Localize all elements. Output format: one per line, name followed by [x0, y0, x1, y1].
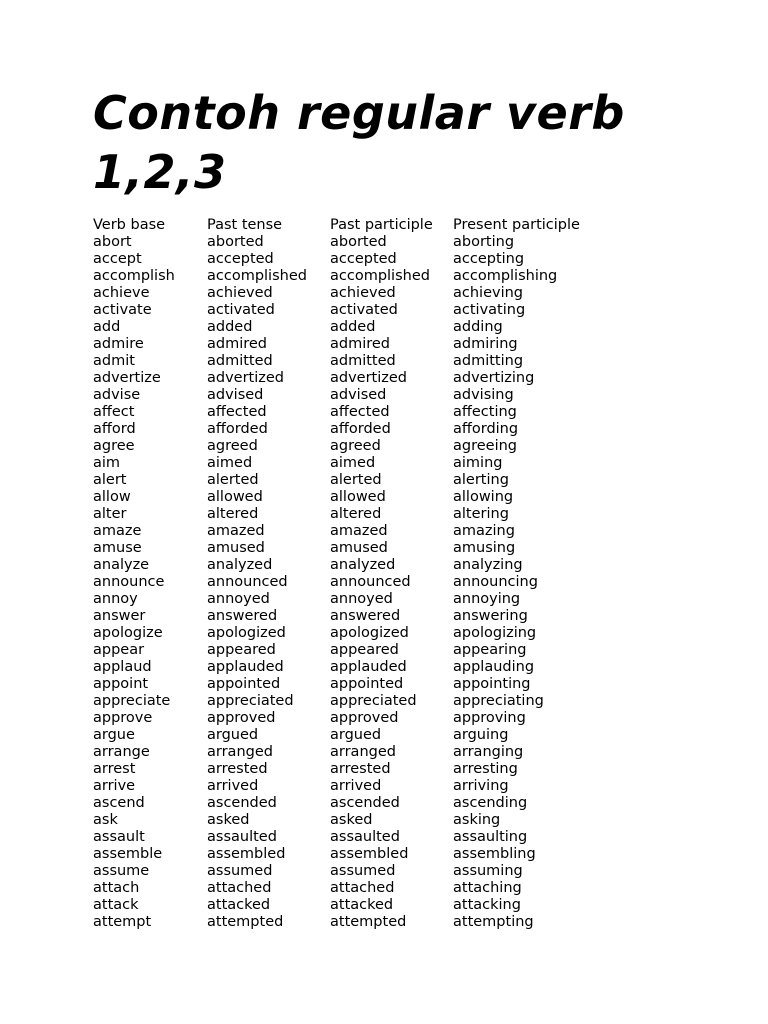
present-participle-cell: arriving [453, 778, 509, 794]
past-participle-cell: allowed [330, 489, 386, 505]
table-row [93, 608, 603, 625]
table-row [93, 268, 603, 285]
present-participle-cell: attaching [453, 880, 522, 896]
present-participle-cell: admiring [453, 336, 518, 352]
past-tense-cell: affected [207, 404, 267, 420]
table-row [93, 693, 603, 710]
table-row [93, 591, 603, 608]
verb-base-cell: afford [93, 421, 136, 437]
table-row [93, 795, 603, 812]
verb-base-cell: activate [93, 302, 152, 318]
past-tense-cell: amazed [207, 523, 265, 539]
verb-base-cell: alter [93, 506, 127, 522]
past-participle-cell: apologized [330, 625, 409, 641]
present-participle-cell: agreeing [453, 438, 517, 454]
table-row [93, 710, 603, 727]
verb-base-cell: assume [93, 863, 150, 879]
past-participle-cell: applauded [330, 659, 407, 675]
past-participle-cell: answered [330, 608, 401, 624]
table-row [93, 829, 603, 846]
table-row [93, 353, 603, 370]
past-participle-cell: appreciated [330, 693, 417, 709]
verb-base-cell: appear [93, 642, 145, 658]
table-row [93, 659, 603, 676]
present-participle-cell: aiming [453, 455, 503, 471]
table-row [93, 914, 603, 931]
past-tense-cell: afforded [207, 421, 268, 437]
column-header-present-participle: Present participle [453, 217, 580, 233]
present-participle-cell: assaulting [453, 829, 528, 845]
table-row [93, 370, 603, 387]
table-row [93, 421, 603, 438]
past-tense-cell: applauded [207, 659, 284, 675]
past-participle-cell: aimed [330, 455, 376, 471]
verb-base-cell: ask [93, 812, 118, 828]
past-tense-cell: allowed [207, 489, 263, 505]
past-tense-cell: argued [207, 727, 259, 743]
present-participle-cell: altering [453, 506, 509, 522]
past-tense-cell: advised [207, 387, 264, 403]
present-participle-cell: accepting [453, 251, 525, 267]
past-tense-cell: accomplished [207, 268, 307, 284]
present-participle-cell: analyzing [453, 557, 523, 573]
table-row [93, 557, 603, 574]
present-participle-cell: affording [453, 421, 519, 437]
present-participle-cell: annoying [453, 591, 521, 607]
table-header-row [93, 217, 603, 234]
column-header-past-participle: Past participle [330, 217, 433, 233]
present-participle-cell: accomplishing [453, 268, 558, 284]
past-tense-cell: assumed [207, 863, 273, 879]
verb-base-cell: advise [93, 387, 141, 403]
verb-base-cell: attach [93, 880, 140, 896]
table-row [93, 863, 603, 880]
past-participle-cell: arranged [330, 744, 396, 760]
verb-base-cell: arrive [93, 778, 136, 794]
past-participle-cell: appointed [330, 676, 404, 692]
past-participle-cell: added [330, 319, 376, 335]
past-participle-cell: ascended [330, 795, 400, 811]
past-participle-cell: amazed [330, 523, 388, 539]
present-participle-cell: alerting [453, 472, 509, 488]
column-header-past-tense: Past tense [207, 217, 283, 233]
past-participle-cell: assaulted [330, 829, 400, 845]
past-tense-cell: added [207, 319, 253, 335]
table-row [93, 761, 603, 778]
present-participle-cell: ascending [453, 795, 528, 811]
table-row [93, 540, 603, 557]
table-row [93, 897, 603, 914]
past-participle-cell: appeared [330, 642, 399, 658]
table-body [93, 234, 603, 931]
table-row [93, 387, 603, 404]
table-row [93, 472, 603, 489]
table-row [93, 302, 603, 319]
past-tense-cell: apologized [207, 625, 286, 641]
table-row [93, 744, 603, 761]
past-participle-cell: asked [330, 812, 373, 828]
table-row [93, 880, 603, 897]
table-row [93, 251, 603, 268]
past-tense-cell: answered [207, 608, 278, 624]
table-row [93, 489, 603, 506]
table-row [93, 574, 603, 591]
table-row [93, 846, 603, 863]
verb-base-cell: amuse [93, 540, 142, 556]
table-row [93, 234, 603, 251]
past-participle-cell: announced [330, 574, 411, 590]
past-participle-cell: admired [330, 336, 391, 352]
past-tense-cell: attached [207, 880, 272, 896]
past-tense-cell: arranged [207, 744, 273, 760]
table-row [93, 319, 603, 336]
present-participle-cell: apologizing [453, 625, 537, 641]
past-participle-cell: analyzed [330, 557, 396, 573]
past-tense-cell: attempted [207, 914, 284, 930]
past-tense-cell: aborted [207, 234, 264, 250]
verb-base-cell: appoint [93, 676, 149, 692]
past-participle-cell: accepted [330, 251, 397, 267]
past-participle-cell: attempted [330, 914, 407, 930]
table-row [93, 506, 603, 523]
present-participle-cell: announcing [453, 574, 538, 590]
present-participle-cell: appearing [453, 642, 527, 658]
past-participle-cell: approved [330, 710, 399, 726]
past-participle-cell: altered [330, 506, 382, 522]
present-participle-cell: amazing [453, 523, 515, 539]
table-row [93, 812, 603, 829]
past-tense-cell: approved [207, 710, 276, 726]
past-tense-cell: agreed [207, 438, 258, 454]
verb-base-cell: attempt [93, 914, 152, 930]
table-row [93, 404, 603, 421]
present-participle-cell: advising [453, 387, 514, 403]
present-participle-cell: adding [453, 319, 503, 335]
past-tense-cell: achieved [207, 285, 273, 301]
past-participle-cell: attached [330, 880, 395, 896]
table-row [93, 285, 603, 302]
past-tense-cell: asked [207, 812, 250, 828]
verb-base-cell: accomplish [93, 268, 175, 284]
present-participle-cell: attacking [453, 897, 521, 913]
present-participle-cell: arguing [453, 727, 509, 743]
verb-base-cell: agree [93, 438, 135, 454]
verb-base-cell: assault [93, 829, 145, 845]
past-participle-cell: advised [330, 387, 387, 403]
past-participle-cell: argued [330, 727, 382, 743]
present-participle-cell: assembling [453, 846, 536, 862]
table-row [93, 676, 603, 693]
verb-base-cell: appreciate [93, 693, 171, 709]
past-participle-cell: alerted [330, 472, 382, 488]
past-participle-cell: activated [330, 302, 398, 318]
verb-base-cell: announce [93, 574, 165, 590]
verb-base-cell: alert [93, 472, 127, 488]
past-tense-cell: amused [207, 540, 265, 556]
column-header-verb-base: Verb base [93, 217, 166, 233]
verb-base-cell: amaze [93, 523, 142, 539]
past-participle-cell: accomplished [330, 268, 430, 284]
table-row [93, 727, 603, 744]
past-participle-cell: aborted [330, 234, 387, 250]
present-participle-cell: allowing [453, 489, 514, 505]
verb-base-cell: approve [93, 710, 153, 726]
past-tense-cell: attacked [207, 897, 271, 913]
present-participle-cell: assuming [453, 863, 523, 879]
verb-base-cell: assemble [93, 846, 163, 862]
past-tense-cell: assembled [207, 846, 286, 862]
past-tense-cell: advertized [207, 370, 285, 386]
present-participle-cell: activating [453, 302, 526, 318]
verb-base-cell: argue [93, 727, 135, 743]
past-tense-cell: aimed [207, 455, 253, 471]
past-tense-cell: arrived [207, 778, 259, 794]
table-row [93, 438, 603, 455]
past-participle-cell: advertized [330, 370, 408, 386]
verb-base-cell: add [93, 319, 121, 335]
present-participle-cell: appreciating [453, 693, 544, 709]
table-row [93, 642, 603, 659]
past-participle-cell: attacked [330, 897, 394, 913]
verb-base-cell: applaud [93, 659, 152, 675]
table-row [93, 455, 603, 472]
present-participle-cell: arresting [453, 761, 518, 777]
past-participle-cell: achieved [330, 285, 396, 301]
verb-base-cell: annoy [93, 591, 138, 607]
page-title: Contoh regular verb 1,2,3 [93, 86, 625, 199]
past-tense-cell: admired [207, 336, 268, 352]
present-participle-cell: answering [453, 608, 528, 624]
present-participle-cell: appointing [453, 676, 531, 692]
verb-base-cell: analyze [93, 557, 150, 573]
past-tense-cell: analyzed [207, 557, 273, 573]
past-participle-cell: arrived [330, 778, 382, 794]
verb-table [93, 217, 603, 931]
past-tense-cell: activated [207, 302, 275, 318]
verb-base-cell: achieve [93, 285, 150, 301]
past-tense-cell: appeared [207, 642, 276, 658]
present-participle-cell: applauding [453, 659, 535, 675]
present-participle-cell: amusing [453, 540, 516, 556]
past-tense-cell: annoyed [207, 591, 270, 607]
past-tense-cell: alerted [207, 472, 259, 488]
verb-base-cell: abort [93, 234, 132, 250]
present-participle-cell: approving [453, 710, 526, 726]
table-row [93, 625, 603, 642]
past-participle-cell: assembled [330, 846, 409, 862]
present-participle-cell: admitting [453, 353, 524, 369]
present-participle-cell: achieving [453, 285, 524, 301]
past-participle-cell: arrested [330, 761, 391, 777]
past-tense-cell: appointed [207, 676, 281, 692]
past-participle-cell: admitted [330, 353, 396, 369]
past-tense-cell: announced [207, 574, 288, 590]
past-participle-cell: affected [330, 404, 390, 420]
present-participle-cell: aborting [453, 234, 515, 250]
verb-base-cell: apologize [93, 625, 163, 641]
past-tense-cell: ascended [207, 795, 277, 811]
past-participle-cell: assumed [330, 863, 396, 879]
past-participle-cell: afforded [330, 421, 391, 437]
table-row [93, 336, 603, 353]
present-participle-cell: attempting [453, 914, 534, 930]
past-tense-cell: accepted [207, 251, 274, 267]
verb-base-cell: admit [93, 353, 135, 369]
past-tense-cell: admitted [207, 353, 273, 369]
present-participle-cell: advertizing [453, 370, 535, 386]
verb-base-cell: admire [93, 336, 144, 352]
verb-base-cell: aim [93, 455, 121, 471]
past-participle-cell: agreed [330, 438, 381, 454]
past-tense-cell: arrested [207, 761, 268, 777]
verb-base-cell: ascend [93, 795, 145, 811]
verb-base-cell: arrest [93, 761, 136, 777]
verb-base-cell: affect [93, 404, 135, 420]
present-participle-cell: affecting [453, 404, 517, 420]
table-row [93, 778, 603, 795]
verb-base-cell: arrange [93, 744, 150, 760]
table-row [93, 523, 603, 540]
present-participle-cell: arranging [453, 744, 524, 760]
past-tense-cell: assaulted [207, 829, 277, 845]
verb-base-cell: advertize [93, 370, 161, 386]
past-tense-cell: altered [207, 506, 259, 522]
past-participle-cell: amused [330, 540, 388, 556]
verb-base-cell: answer [93, 608, 146, 624]
verb-base-cell: allow [93, 489, 131, 505]
past-participle-cell: annoyed [330, 591, 393, 607]
verb-base-cell: attack [93, 897, 139, 913]
verb-base-cell: accept [93, 251, 142, 267]
present-participle-cell: asking [453, 812, 501, 828]
past-tense-cell: appreciated [207, 693, 294, 709]
